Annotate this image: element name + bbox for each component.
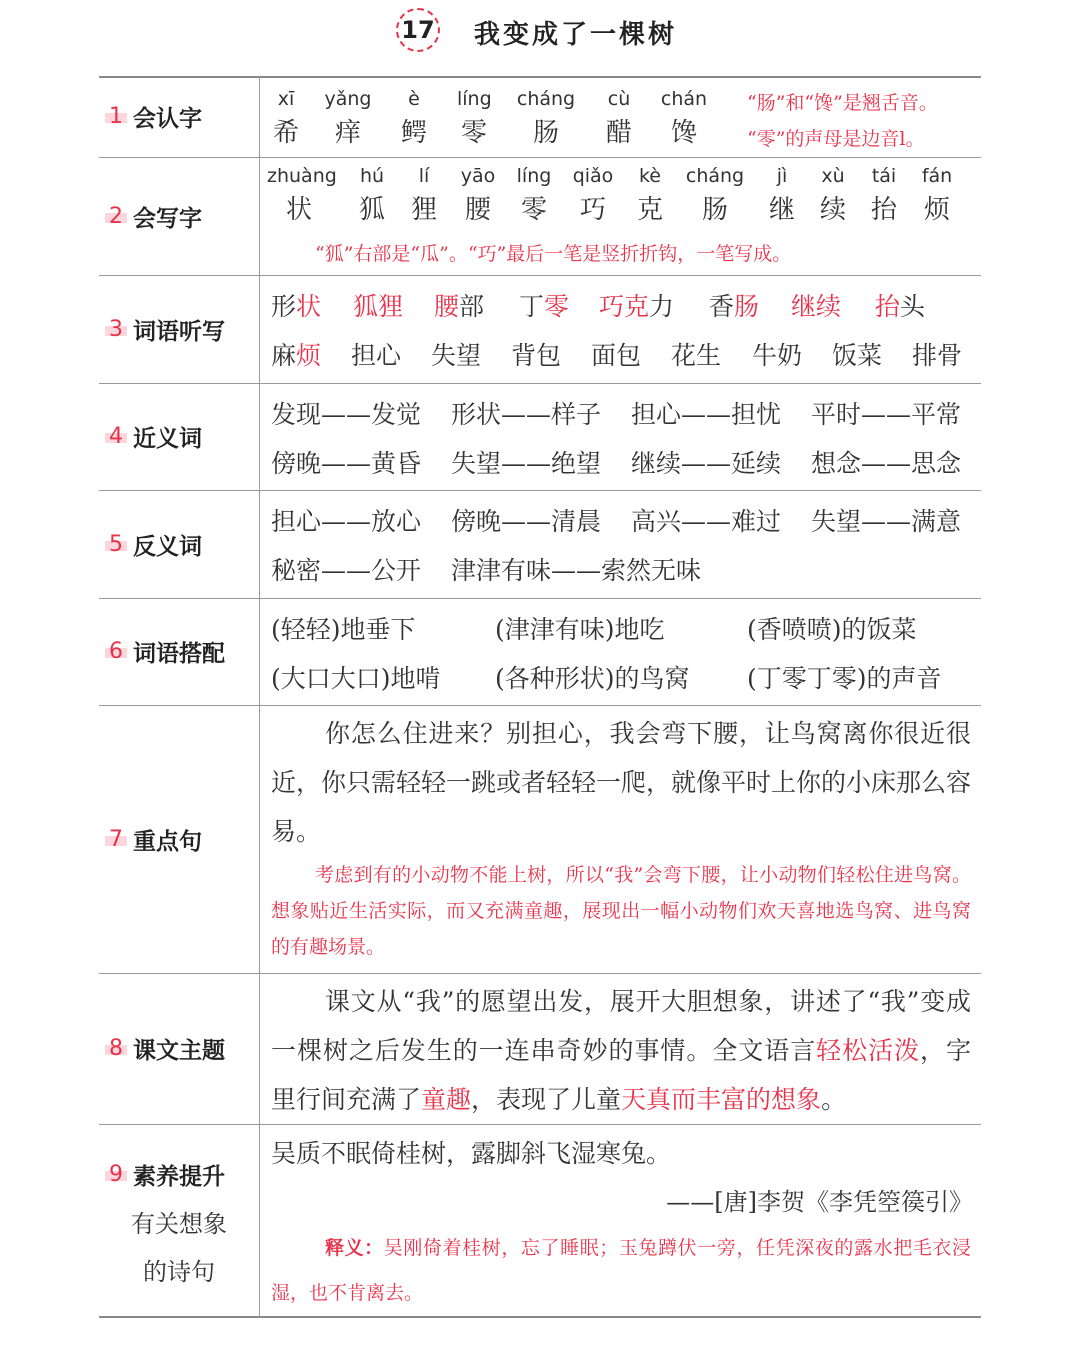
section-key-sentence xyxy=(99,705,981,973)
section-label: 1 会认字 xyxy=(109,104,202,132)
antonym-pair: 秘密——公开 xyxy=(271,556,422,585)
pronunciation-note: “零”的声母是边音l。 xyxy=(747,128,925,150)
dictation-word: 抬头 xyxy=(875,292,926,321)
synonym-pair: 平时——平常 xyxy=(811,400,962,429)
lesson-title: 我变成了一棵树 xyxy=(474,20,678,50)
section-label: 7 重点句 xyxy=(109,826,202,855)
synonym-pair: 形状——样子 xyxy=(451,400,602,429)
char-cell: yǎng 痒 xyxy=(324,88,372,148)
section-label: 4 近义词 xyxy=(109,424,202,452)
collocation: (津津有味)地吃 xyxy=(495,615,665,644)
lesson-header xyxy=(0,6,1080,56)
synonym-pair: 发现——发觉 xyxy=(271,400,422,429)
section-antonyms xyxy=(99,490,981,598)
section-literacy xyxy=(99,1124,981,1316)
char-cell: líng 零 xyxy=(516,165,552,225)
antonym-pair: 傍晚——清晨 xyxy=(451,507,602,536)
collocation: (丁零丁零)的声音 xyxy=(747,664,942,693)
char-cell: hú 狐 xyxy=(358,165,385,225)
synonym-pair: 傍晚——黄昏 xyxy=(271,449,422,478)
char-cell: cháng 肠 xyxy=(516,88,576,148)
dictation-word: 香肠 xyxy=(709,292,760,321)
collocation: (轻轻)地垂下 xyxy=(271,615,416,644)
dictation-word: 饭菜 xyxy=(832,341,883,370)
section-label: 2 会写字 xyxy=(109,203,202,232)
dictation-word: 麻烦 xyxy=(271,341,322,370)
dictation-word: 背包 xyxy=(511,341,562,370)
poem-line: 吴质不眠倚桂树，露脚斜飞湿寒兔。 xyxy=(271,1139,672,1168)
dictation-word: 腰部 xyxy=(434,292,485,321)
antonym-pair: 担心——放心 xyxy=(271,507,422,536)
dictation-word: 丁零 xyxy=(519,292,570,321)
section-label: 3 词语听写 xyxy=(109,316,225,345)
section-sublabel: 的诗句 xyxy=(143,1258,215,1286)
key-sentence: 你怎么住进来？别担心，我会弯下腰，让鸟窝离你很近很近，你只需轻轻一跳或者轻轻一爬，就像平时上你的小床那么容易。 xyxy=(271,719,972,846)
char-cell: tái 抬 xyxy=(870,165,897,225)
dictation-word: 面包 xyxy=(591,341,642,370)
section-label: 8 课文主题 xyxy=(109,1036,225,1064)
synonym-pair: 想念——思念 xyxy=(811,449,962,478)
section-label: 9 素养提升 xyxy=(109,1161,225,1190)
char-cell: è 鳄 xyxy=(400,88,427,148)
collocation: (大口大口)地啃 xyxy=(271,664,441,693)
dictation-word: 牛奶 xyxy=(752,341,803,370)
section-label: 5 反义词 xyxy=(109,531,202,560)
pronunciation-note: “肠”和“馋”是翘舌音。 xyxy=(747,92,938,114)
char-cell: xī 希 xyxy=(272,88,299,148)
char-cell: chán 馋 xyxy=(660,88,708,148)
dictation-word: 继续 xyxy=(791,292,842,321)
section-synonyms xyxy=(99,383,981,490)
antonym-pair: 津津有味——索然无味 xyxy=(451,556,702,585)
theme-paragraph: 课文从“我”的愿望出发，展开大胆想象，讲述了“我”变成一棵树之后发生的一连串奇妙的事情。全文语言轻松活泼，字里行间充满了童趣，表现了儿童天真而丰富的想象。 xyxy=(271,987,971,1114)
synonym-pair: 失望——绝望 xyxy=(451,449,602,478)
collocation: (各种形状)的鸟窝 xyxy=(495,664,690,693)
dictation-word: 花生 xyxy=(671,341,722,370)
sentence-analysis: 考虑到有的小动物不能上树，所以“我”会弯下腰，让小动物们轻松住进鸟窝。想象贴近生活实际，而又充满童趣，展现出一幅小动物们欢天喜地选鸟窝、进鸟窝的有趣场景。 xyxy=(271,864,971,958)
synonym-pair: 担心——担忧 xyxy=(631,400,782,429)
char-cell: xù 续 xyxy=(819,165,846,225)
poem-gloss: 释义：吴刚倚着桂树，忘了睡眠；玉兔蹲伏一旁，任凭深夜的露水把毛衣浸湿，也不肯离去。 xyxy=(271,1237,971,1304)
section-dictation xyxy=(99,275,981,383)
char-cell: cháng 肠 xyxy=(685,165,745,225)
lesson-number-badge: 17 xyxy=(396,8,440,52)
section-sublabel: 有关想象 xyxy=(131,1210,227,1238)
poem-source: ——[唐]李贺《李凭箜篌引》 xyxy=(666,1188,973,1216)
writing-note: “狐”右部是“瓜”。“巧”最后一笔是竖折折钩，一笔写成。 xyxy=(315,243,792,265)
collocation: (香喷喷)的饭菜 xyxy=(747,615,917,644)
synonym-pair: 继续——延续 xyxy=(631,449,782,478)
dictation-word: 排骨 xyxy=(912,341,963,370)
dictation-word: 形状 xyxy=(271,292,322,321)
char-cell: qiǎo 巧 xyxy=(572,165,614,225)
char-cell: yāo 腰 xyxy=(460,165,496,225)
char-cell: kè 克 xyxy=(636,165,663,225)
char-cell: lí 狸 xyxy=(410,165,437,225)
char-cell: zhuàng 状 xyxy=(267,165,337,225)
dictation-word: 担心 xyxy=(351,341,402,370)
char-cell: fán 烦 xyxy=(921,165,953,225)
section-label: 6 词语搭配 xyxy=(109,639,225,667)
section-collocations xyxy=(99,598,981,705)
char-cell: jì 继 xyxy=(768,165,795,225)
antonym-pair: 高兴——难过 xyxy=(631,507,782,536)
char-cell: cù 醋 xyxy=(605,88,632,148)
dictation-word: 失望 xyxy=(431,341,482,370)
char-cell: líng 零 xyxy=(457,88,492,148)
dictation-word: 狐狸 xyxy=(353,292,404,321)
section-write-chars xyxy=(99,157,981,275)
antonym-pair: 失望——满意 xyxy=(811,507,962,536)
section-recognize-chars xyxy=(99,76,981,157)
dictation-word: 巧克力 xyxy=(599,292,675,321)
section-theme xyxy=(99,973,981,1124)
